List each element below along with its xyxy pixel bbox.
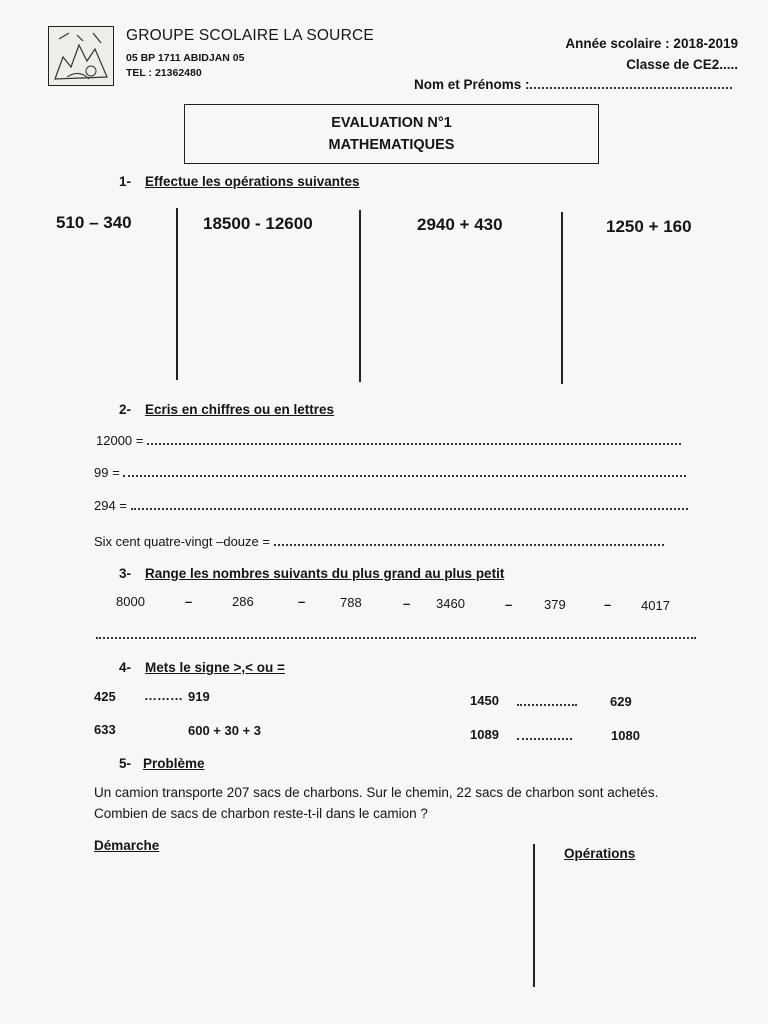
write-item-4 <box>94 533 664 549</box>
evaluation-title: EVALUATION N°1 <box>331 115 452 131</box>
name-label: Nom et Prénoms : <box>414 77 530 92</box>
compare-3-left: 633 <box>94 722 116 737</box>
separator-4: – <box>505 597 513 612</box>
school-name: GROUPE SCOLAIRE LA SOURCE <box>126 27 374 44</box>
column-divider-2 <box>359 210 361 382</box>
compare-1-dots: ……… <box>144 688 183 703</box>
operation-1: 510 – 340 <box>56 213 132 232</box>
compare-3-right: 600 + 30 + 3 <box>188 723 262 738</box>
write-item-2-label: 99 = <box>94 465 120 480</box>
compare-1-right: 919 <box>188 689 210 704</box>
section4-title: Mets le signe >,< ou = <box>145 660 285 675</box>
write-item-2 <box>94 464 686 480</box>
write-item-3-dots <box>131 497 688 510</box>
separator-2: – <box>298 594 306 609</box>
compare-4-left: 1089 <box>470 727 499 742</box>
write-item-3-label: 294 = <box>94 498 127 513</box>
column-divider-1 <box>176 208 178 380</box>
ranking-answer-line <box>96 626 696 644</box>
number-4017: 4017 <box>641 598 670 613</box>
write-item-3 <box>94 497 688 513</box>
number-286: 286 <box>232 594 254 609</box>
approach-heading: Démarche <box>94 838 160 853</box>
section1-number: 1- <box>119 174 132 189</box>
separator-3: – <box>403 596 411 611</box>
write-item-4-label: Six cent quatre-vingt –douze = <box>94 534 270 549</box>
write-item-4-dots <box>274 533 664 546</box>
problem-text-line-1: Un camion transporte 207 sacs de charbons. Sur le chemin, 22 sacs de charbon sont achetés. <box>94 785 659 800</box>
number-3460: 3460 <box>436 596 465 611</box>
school-year: Année scolaire : 2018-2019 <box>565 36 738 51</box>
name-dots <box>530 76 732 89</box>
section5-number: 5- <box>119 756 132 771</box>
school-phone: TEL : 21362480 <box>126 67 202 79</box>
number-788: 788 <box>340 595 362 610</box>
problem-text-line-2: Combien de sacs de charbon reste-t-il dans le camion ? <box>94 806 428 821</box>
operation-4: 1250 + 160 <box>606 217 692 236</box>
write-item-1 <box>96 432 681 448</box>
number-8000: 8000 <box>116 594 145 609</box>
title-box <box>184 104 599 164</box>
school-logo <box>48 26 114 86</box>
name-field <box>414 76 732 92</box>
operation-2: 18500 - 12600 <box>203 214 313 233</box>
school-address: 05 BP 1711 ABIDJAN 05 <box>126 52 245 64</box>
write-item-1-label: 12000 = <box>96 433 144 448</box>
compare-2-right: 629 <box>610 694 632 709</box>
ranking-dots <box>96 626 696 639</box>
subject-title: MATHEMATIQUES <box>328 137 455 153</box>
section3-number: 3- <box>119 566 132 581</box>
write-item-1-dots <box>147 432 681 445</box>
compare-2-left: 1450 <box>470 693 499 708</box>
separator-5: – <box>604 597 612 612</box>
number-379: 379 <box>544 597 566 612</box>
write-item-2-dots <box>123 464 686 477</box>
column-divider-3 <box>561 212 563 384</box>
section4-number: 4- <box>119 660 132 675</box>
problem-column-divider <box>533 844 535 987</box>
section5-title: Problème <box>143 756 205 771</box>
section1-title: Effectue les opérations suivantes <box>145 174 360 189</box>
separator-1: – <box>185 594 193 609</box>
section2-number: 2- <box>119 402 132 417</box>
compare-4-dots <box>517 727 572 745</box>
compare-1-left: 425 <box>94 689 116 704</box>
compare-4-right: 1080 <box>611 728 640 743</box>
class-label: Classe de CE2..... <box>626 57 738 72</box>
section2-title: Ecris en chiffres ou en lettres <box>145 402 335 417</box>
compare-2-dots <box>517 693 577 711</box>
operations-heading: Opérations <box>564 846 636 861</box>
operation-3: 2940 + 430 <box>417 215 503 234</box>
section3-title: Range les nombres suivants du plus grand au plus petit <box>145 566 505 581</box>
